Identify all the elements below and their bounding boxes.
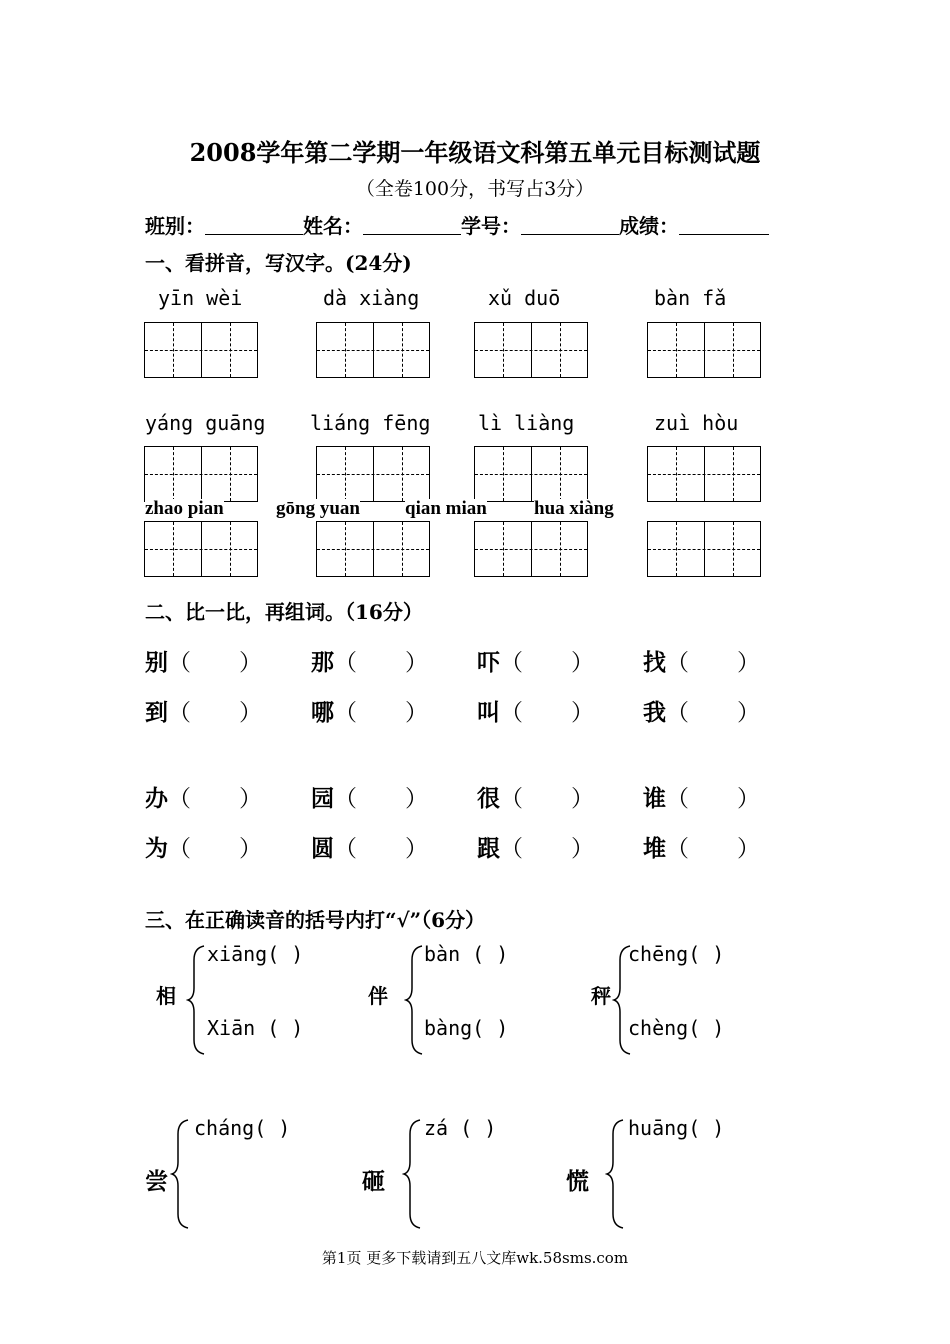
compare-word-item [145,780,262,813]
pinyin-option[interactable]: Xiān ( ) [207,1016,304,1040]
paren-open: （ [334,700,357,726]
paren-close: ） [571,700,594,726]
writing-grid[interactable] [316,322,430,378]
paren-close: ） [239,650,262,676]
paren-open: （ [168,650,191,676]
question-char: 伴 [368,984,388,1008]
pinyin-label: lì liàng [478,411,575,435]
brace-icon [404,944,426,1056]
paren-open: （ [500,786,523,812]
question-char: 慌 [566,1168,589,1195]
compare-char: 为 [145,835,168,862]
page-title: 2008学年第二学期一年级语文科第五单元目标测试题 [189,138,761,167]
paren-open: （ [500,650,523,676]
brace-icon [170,1118,192,1230]
writing-grid[interactable] [474,521,588,577]
paren-open: （ [666,836,689,862]
question-char: 尝 [145,1168,168,1195]
compare-char: 我 [643,699,666,726]
compare-char: 别 [145,649,168,676]
writing-grid[interactable] [647,446,761,502]
class-label: 班别： [145,214,205,238]
pinyin-label: qian mian [405,498,487,519]
writing-grid[interactable] [647,322,761,378]
paren-open: （ [666,700,689,726]
name-blank[interactable] [363,214,461,235]
pinyin-label: xǔ duō [488,286,561,310]
question-char: 秤 [591,984,611,1008]
paren-close: ） [405,700,428,726]
score-label: 成绩： [619,214,679,238]
compare-word-item [477,694,594,727]
paren-close: ） [571,650,594,676]
compare-word-item [311,694,428,727]
paren-open: （ [500,700,523,726]
paren-close: ） [239,700,262,726]
compare-word-item [643,780,760,813]
paren-close: ） [405,836,428,862]
pinyin-option[interactable]: chèng( ) [628,1016,725,1040]
pinyin-option[interactable]: bàng( ) [424,1016,509,1040]
compare-word-item [643,694,760,727]
brace-icon [402,1118,424,1230]
compare-word-item [145,644,262,677]
writing-grid[interactable] [144,521,258,577]
writing-grid[interactable] [316,521,430,577]
compare-char: 叫 [477,699,500,726]
paren-close: ） [571,836,594,862]
compare-word-item [643,644,760,677]
compare-word-item [145,830,262,863]
compare-word-item [311,830,428,863]
writing-grid[interactable] [647,521,761,577]
paren-open: （ [334,836,357,862]
compare-char: 到 [145,699,168,726]
paren-open: （ [334,786,357,812]
pinyin-option[interactable]: cháng( ) [194,1116,291,1140]
pinyin-label: bàn fǎ [654,286,727,310]
compare-char: 那 [311,649,334,676]
compare-word-item [477,644,594,677]
compare-char: 很 [477,785,500,812]
paren-close: ） [737,700,760,726]
paren-close: ） [239,836,262,862]
class-blank[interactable] [205,214,303,235]
writing-grid[interactable] [474,446,588,502]
writing-grid[interactable] [316,446,430,502]
number-label: 学号： [461,214,521,238]
compare-char: 吓 [477,649,500,676]
compare-char: 跟 [477,835,500,862]
paren-open: （ [168,700,191,726]
compare-char: 圆 [311,835,334,862]
paren-close: ） [737,650,760,676]
pinyin-label: hua xiàng [534,498,614,519]
pinyin-label: yīn wèi [158,286,243,310]
compare-word-item [477,780,594,813]
paren-open: （ [500,836,523,862]
pinyin-label: zhao pian [145,498,224,519]
student-info-line [145,210,769,239]
paren-close: ） [571,786,594,812]
name-label: 姓名： [303,214,363,238]
paren-open: （ [168,836,191,862]
score-blank[interactable] [679,214,769,235]
writing-grid[interactable] [474,322,588,378]
pinyin-label: zuì hòu [654,411,739,435]
section3-heading: 三、在正确读音的括号内打“√”（6分） [145,908,486,932]
paren-open: （ [168,786,191,812]
compare-char: 办 [145,785,168,812]
compare-word-item [311,644,428,677]
section2-heading: 二、比一比，再组词。（16分） [145,600,423,624]
paren-close: ） [405,786,428,812]
compare-char: 园 [311,785,334,812]
compare-char: 谁 [643,785,666,812]
pinyin-option[interactable]: huāng( ) [628,1116,725,1140]
compare-char: 哪 [311,699,334,726]
pinyin-option[interactable]: xiāng( ) [207,942,304,966]
pinyin-label: gōng yuan [276,498,360,519]
pinyin-option[interactable]: bàn ( ) [424,942,509,966]
paren-open: （ [334,650,357,676]
brace-icon [186,944,208,1056]
pinyin-label: yáng guāng [145,411,266,435]
section1-heading: 一、看拼音，写汉字。(24分) [145,251,412,275]
writing-grid[interactable] [144,446,258,502]
page-footer: 第1页 更多下载请到五八文库wk.58sms.com [321,1249,629,1267]
writing-grid[interactable] [144,322,258,378]
paren-close: ） [239,786,262,812]
pinyin-option[interactable]: chēng( ) [628,942,725,966]
paren-open: （ [666,650,689,676]
paren-close: ） [405,650,428,676]
brace-icon [605,1118,627,1230]
paren-close: ） [737,836,760,862]
page-subtitle: （全卷100分，书写占3分） [355,178,595,200]
compare-word-item [145,694,262,727]
compare-word-item [477,830,594,863]
paren-close: ） [737,786,760,812]
pinyin-label: dà xiàng [323,286,420,310]
compare-char: 堆 [643,835,666,862]
question-char: 相 [156,984,176,1008]
number-blank[interactable] [521,214,619,235]
compare-word-item [311,780,428,813]
question-char: 砸 [362,1168,385,1195]
compare-word-item [643,830,760,863]
pinyin-label: liáng fēng [310,411,431,435]
compare-char: 找 [643,649,666,676]
paren-open: （ [666,786,689,812]
pinyin-option[interactable]: zá ( ) [424,1116,497,1140]
